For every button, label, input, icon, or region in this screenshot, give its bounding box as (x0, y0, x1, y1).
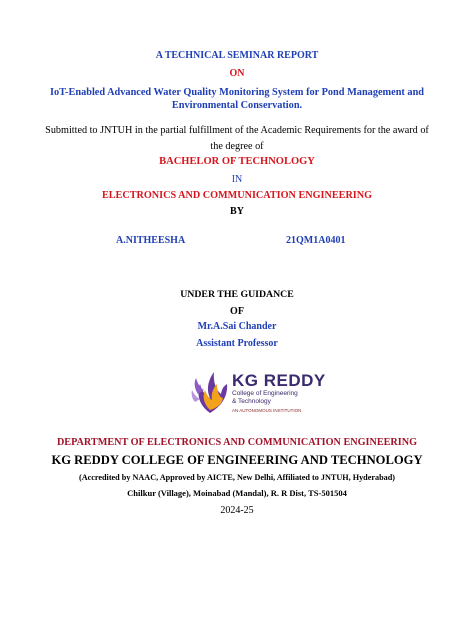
report-title-line1: IoT-Enabled Advanced Water Quality Monitoring System for Pond Management and (49, 87, 425, 98)
report-heading: A TECHNICAL SEMINAR REPORT (155, 50, 319, 61)
guidance-label: UNDER THE GUIDANCE (180, 289, 294, 300)
logo-subtitle-line1: College of Engineering (232, 390, 298, 397)
college-address: Chilkur (Village), Moinabad (Mandal), R. R Dist, TS-501504 (127, 488, 347, 498)
submission-line1: Submitted to JNTUH in the partial fulfillment of the Academic Requirements for the award of (45, 125, 429, 136)
by-label: BY (230, 206, 244, 217)
accreditation-line: (Accredited by NAAC, Approved by AICTE, New Delhi, Affiliated to JNTUH, Hyderabad) (78, 473, 396, 482)
logo-tagline: AN AUTONOMOUS INSTITUTION (232, 408, 302, 413)
on-label: ON (229, 68, 245, 79)
degree-name: BACHELOR OF TECHNOLOGY (159, 156, 315, 167)
college-name: KG REDDY COLLEGE OF ENGINEERING AND TECHNOLOGY (51, 453, 423, 467)
college-logo (190, 366, 326, 416)
submission-statement (0, 123, 474, 155)
logo-subtitle-line2: & Technology (232, 398, 271, 405)
flame-emblem-icon (190, 366, 230, 416)
of-label: OF (230, 306, 244, 317)
student-name: A.NITHEESHA (116, 235, 186, 246)
logo-name: KG REDDY (232, 371, 326, 390)
report-title (0, 86, 474, 112)
guide-designation: Assistant Professor (196, 338, 278, 349)
in-label: IN (231, 174, 243, 185)
report-title-line2: Environmental Conservation. (171, 100, 303, 111)
guide-name: Mr.A.Sai Chander (197, 321, 277, 332)
academic-year: 2024-25 (220, 505, 254, 516)
student-roll-number: 21QM1A0401 (286, 235, 346, 246)
submission-line2: the degree of (210, 141, 264, 152)
department-name: DEPARTMENT OF ELECTRONICS AND COMMUNICATION ENGINEERING (56, 437, 418, 448)
branch-name: ELECTRONICS AND COMMUNICATION ENGINEERING (101, 190, 373, 201)
